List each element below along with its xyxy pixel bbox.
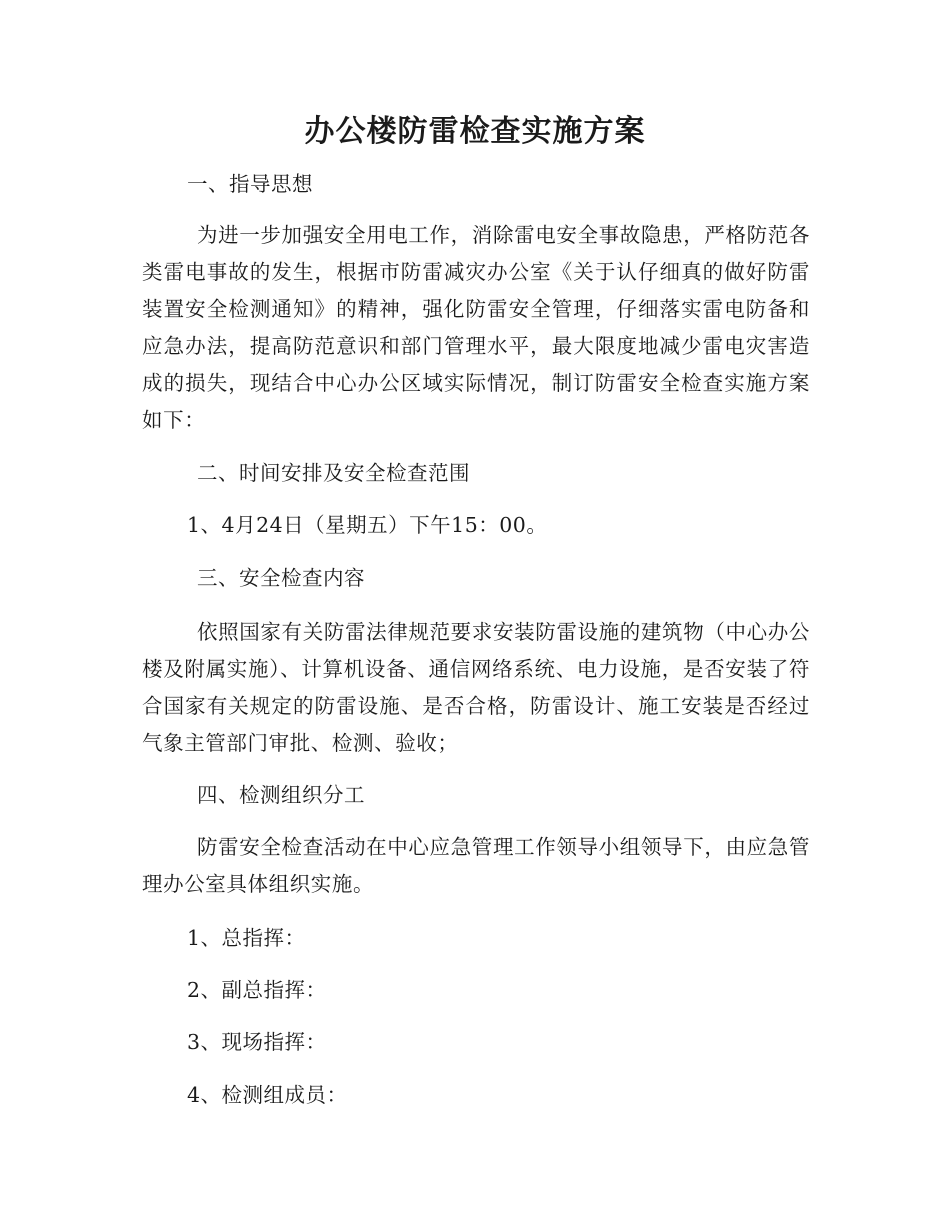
- organization-item-deputy-commander: 2、副总指挥：: [187, 978, 327, 1002]
- section-heading-organization: 四、检测组织分工: [197, 783, 365, 807]
- guiding-thought-paragraph: 为进一步加强安全用电工作，消除雷电安全事故隐患，严格防范各类雷电事故的发生，根据市防雷减灾办公室《关于认仔细真的做好防雷装置安全检测通知》的精神，强化防雷安全管理，仔细落实雷电防备和应急办法，提高防范意识和部门管理水平，最大限度地减少雷电灾害造成的损失，现结合中心办公区域实际情况，制订防雷安全检查实施方案如下：: [142, 223, 810, 432]
- section-heading-guiding-thought: 一、指导思想: [187, 172, 313, 196]
- organization-paragraph: 防雷安全检查活动在中心应急管理工作领导小组领导下，由应急管理办公室具体组织实施。: [142, 835, 810, 896]
- schedule-item-1: 1、4月24日（星期五）下午15：00。: [187, 513, 548, 537]
- document-title: 办公楼防雷检查实施方案: [304, 114, 646, 149]
- section-heading-schedule-scope: 二、时间安排及安全检查范围: [197, 461, 470, 485]
- inspection-content-paragraph: 依照国家有关防雷法律规范要求安装防雷设施的建筑物（中心办公楼及附属实施）、计算机设备、通信网络系统、电力设施，是否安装了符合国家有关规定的防雷设施、是否合格，防雷设计、施工安装是否经过气象主管部门审批、检测、验收；: [142, 620, 810, 755]
- organization-item-commander: 1、总指挥：: [187, 926, 306, 950]
- organization-item-site-commander: 3、现场指挥：: [187, 1030, 327, 1054]
- section-heading-inspection-content: 三、安全检查内容: [197, 566, 365, 590]
- organization-item-inspection-members: 4、检测组成员：: [187, 1083, 348, 1107]
